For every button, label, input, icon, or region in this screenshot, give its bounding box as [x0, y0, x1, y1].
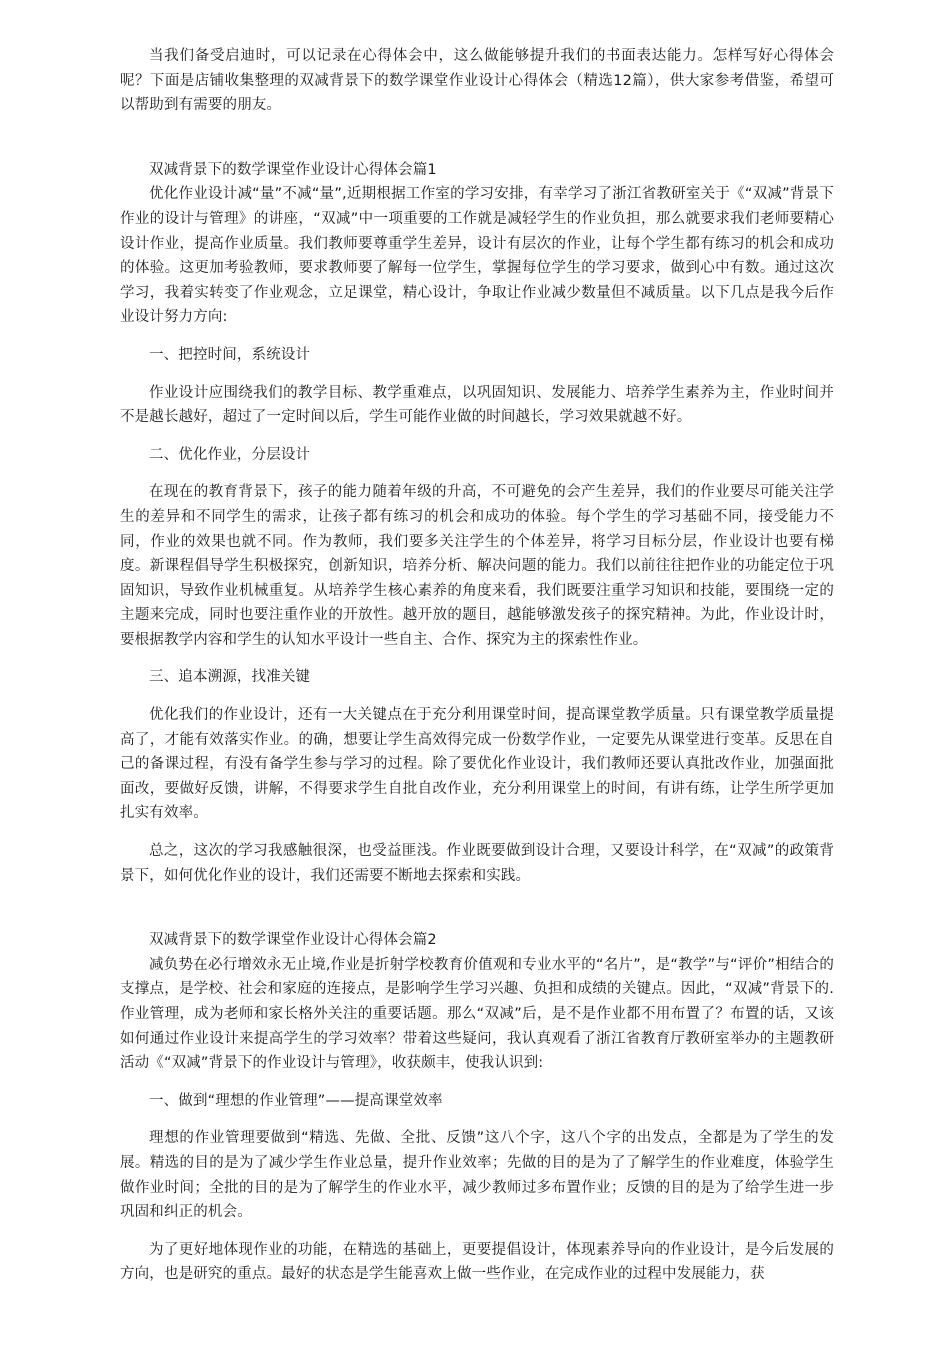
article-1-heading-3: 三、追本溯源，找准关键: [149, 669, 311, 686]
article-1-heading-2: 二、优化作业，分层设计: [149, 446, 311, 463]
article-2-heading-1: 一、做到“理想的作业管理”——提高课堂效率: [149, 1092, 443, 1109]
article-1-paragraph-3: 在现在的教育背景下，孩子的能力随着年级的升高，不可避免的会产生差异，我们的作业要尽可能关注学生的差异和不同学生的需求，让孩子都有练习的机会和成功的体验。每个学生的学习基础不同，接受能力不同，作业的效果也就不同。作为教师，我们要多关注学生的个体差异，将学习目标分层，作业设计也要有梯度。新课程倡导学生积极探究，创新知识，培养分析、解决问题的能力。我们以前往往把作业的功能定位于巩固知识，导致作业机械重复。从培养学生核心素养的角度来看，我们既要注重学习知识和技能，要围绕一定的主题来完成，同时也要注重作业的开放性。越开放的题目，越能够激发孩子的探究精神。为此，作业设计时，要根据教学内容和学生的认知水平设计一些自主、合作、探究为主的探索性作业。: [120, 484, 834, 648]
article-2-paragraph-3: 为了更好地体现作业的功能，在精选的基础上，更要提倡设计，体现素养导向的作业设计，是今后发展的方向，也是研究的重点。最好的状态是学生能喜欢上做一些作业，在完成作业的过程中发展能力，获: [120, 1241, 834, 1283]
article-1-paragraph-1: 优化作业设计减“量”不减“量”,近期根据工作室的学习安排，有幸学习了浙江省教研室关于《“双减”背景下作业的设计与管理》的讲座，“双减”中一项重要的工作就是减轻学生的作业负担，那么就要求我们老师要精心设计作业，提高作业质量。我们教师要尊重学生差异，设计有层次的作业，让每个学生都有练习的机会和成功的体验。这更加考验教师，要求教师要了解每一位学生，掌握每位学生的学习要求，做到心中有数。通过这次学习，我着实转变了作业观念，立足课堂，精心设计，争取让作业减少数量但不减质量。以下几点是我今后作业设计努力方向:: [120, 186, 834, 326]
article-1-title: 双减背景下的数学课堂作业设计心得体会篇1: [149, 161, 437, 178]
article-1-paragraph-5: 总之，这次的学习我感触很深，也受益匪浅。作业既要做到设计合理，又要设计科学，在“双减”的政策背景下，如何优化作业的设计，我们还需要不断地去探索和实践。: [120, 843, 834, 884]
article-1-heading-1: 一、把控时间，系统设计: [149, 346, 311, 363]
article-2-title: 双减背景下的数学课堂作业设计心得体会篇2: [149, 932, 437, 949]
article-2-paragraph-1: 减负势在必行增效永无止境,作业是折射学校教育价值观和专业水平的“名片”，是“教学”与“评价”相结合的支撑点，是学校、社会和家庭的连接点，是影响学生学习兴趣、负担和成绩的关键点。因此，“双减”背景下的.作业管理，成为老师和家长格外关注的重要话题。那么“双减”后，是不是作业都不用布置了？布置的话，又该如何通过作业设计来提高学生的学习效率？带着这些疑问，我认真观看了浙江省教育厅教研室举办的主题教研活动《“双减”背景下的作业设计与管理》，收获颇丰，使我认识到:: [120, 956, 834, 1072]
article-2-paragraph-2: 理想的作业管理要做到“精选、先做、全批、反馈”这八个字，这八个字的出发点，全都是为了学生的发展。精选的目的是为了减少学生作业总量，提升作业效率；先做的目的是为了了解学生的作业难度，体验学生做作业时间；全批的目的是为了解学生的作业水平，减少教师过多布置作业；反馈的目的是为了给学生进一步巩固和纠正的机会。: [120, 1130, 834, 1221]
document-page: [120, 44, 834, 1287]
article-1-paragraph-4: 优化我们的作业设计，还有一大关键点在于充分利用课堂时间，提高课堂教学质量。只有课堂教学质量提高了，才能有效落实作业。的确，想要让学生高效得完成一份数学作业，一定要先从课堂进行变革。反思在自己的备课过程，有没有备学生参与学习的过程。除了要优化作业设计，我们教师还要认真批改作业，加强面批面改，要做好反馈，讲解，不得要求学生自批自改作业，充分利用课堂上的时间，有讲有练，让学生所学更加扎实有效率。: [120, 707, 834, 822]
intro-paragraph: 当我们备受启迪时，可以记录在心得体会中，这么做能够提升我们的书面表达能力。怎样写好心得体会呢？下面是店铺收集整理的双减背景下的数学课堂作业设计心得体会（精选12篇），供大家参考借鉴，希望可以帮助到有需要的朋友。: [120, 48, 834, 114]
article-1-paragraph-2: 作业设计应围绕我们的教学目标、教学重难点，以巩固知识、发展能力、培养学生素养为主，作业时间并不是越长越好，超过了一定时间以后，学生可能作业做的时间越长，学习效果就越不好。: [120, 384, 834, 426]
